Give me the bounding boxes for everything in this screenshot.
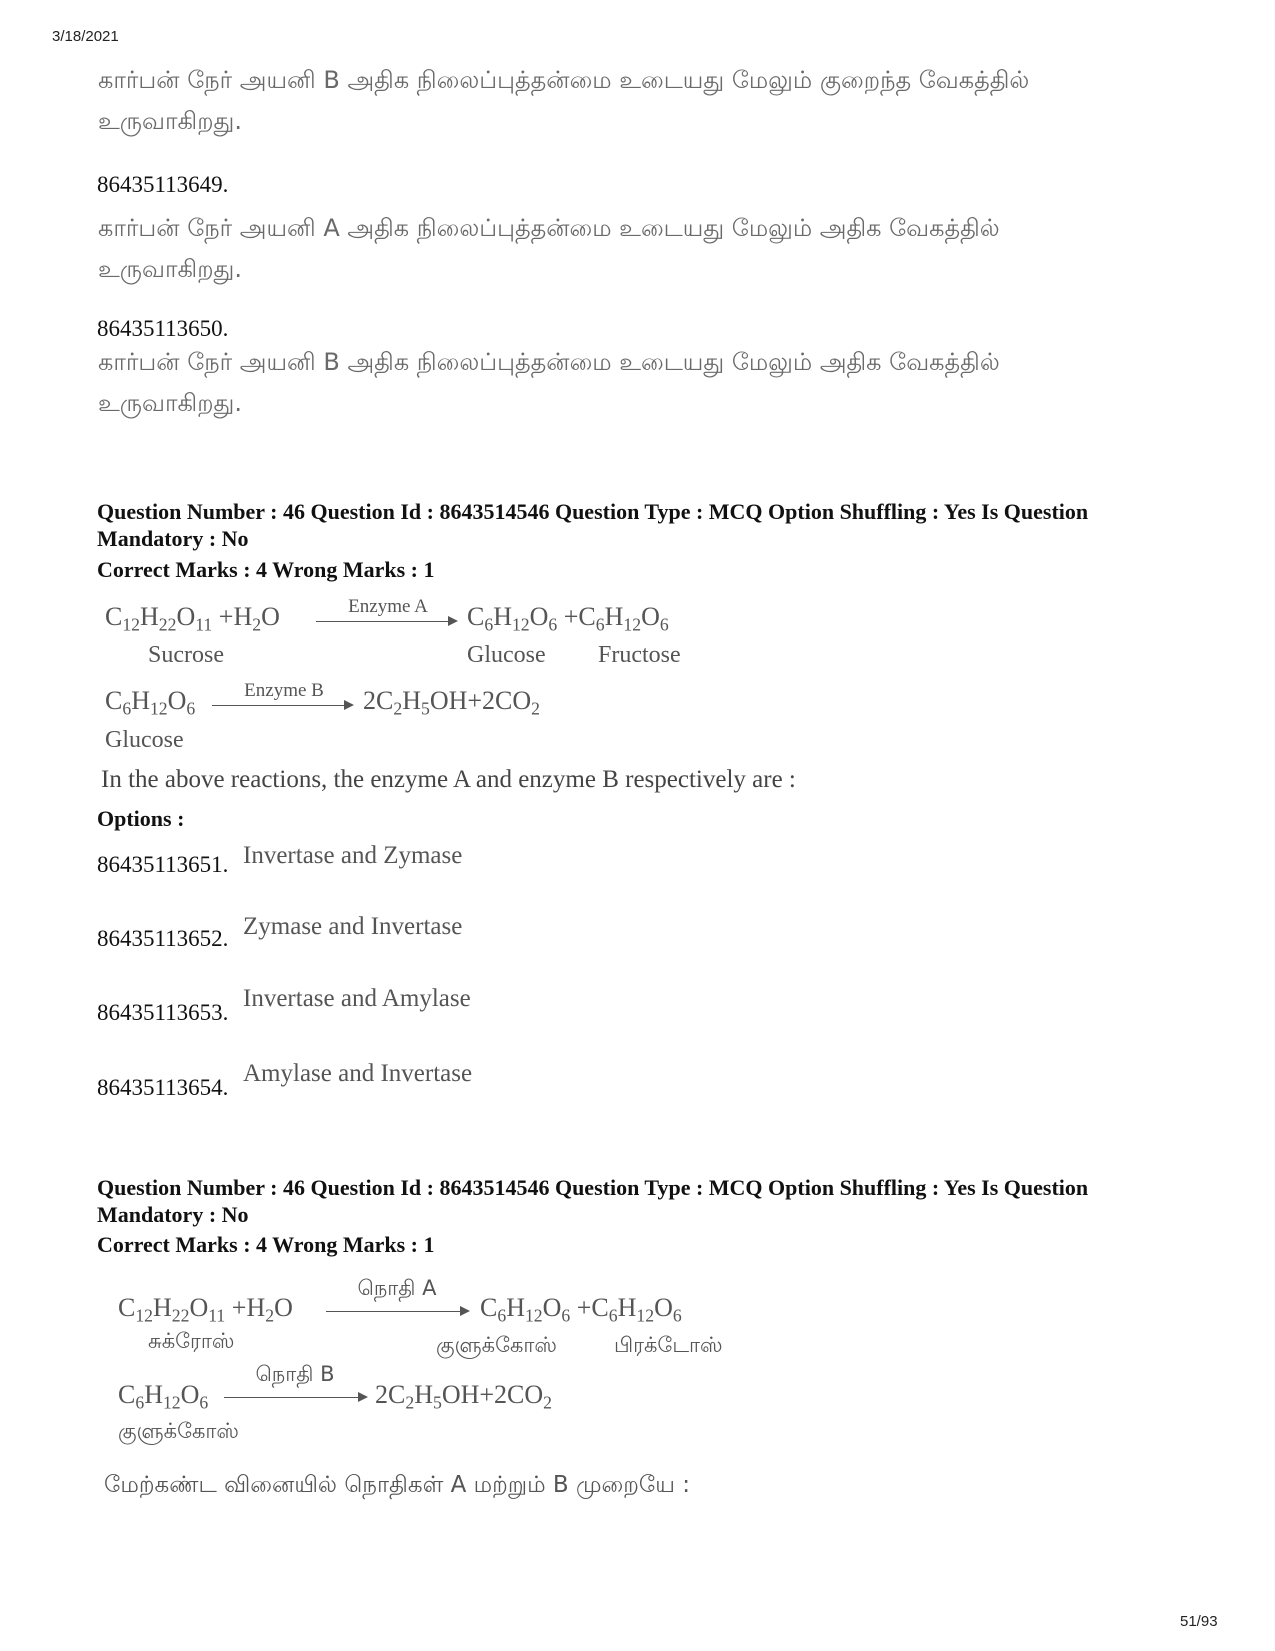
enzyme-b-label: Enzyme B [244, 680, 324, 701]
reaction-arrow-1 [316, 621, 456, 622]
reaction-arrow-2 [224, 1397, 366, 1398]
sucrose-label: Sucrose [148, 642, 224, 668]
options-label: Options : [97, 806, 185, 831]
option-id: 86435113653. [97, 1000, 229, 1025]
sucrose-label: சுக்ரோஸ் [148, 1329, 235, 1353]
glucose-label: குளுக்கோஸ் [436, 1333, 557, 1357]
ethanol-formula: $2C_2H_5OH+2CO_2$ [375, 1380, 552, 1413]
option-id: 86435113649. [97, 172, 229, 197]
question-marks: Correct Marks : 4 Wrong Marks : 1 [97, 1232, 435, 1257]
glucose-label: Glucose [105, 727, 184, 753]
option-text: Amylase and Invertase [243, 1060, 473, 1087]
question-marks: Correct Marks : 4 Wrong Marks : 1 [97, 557, 435, 582]
prev-option-text: கார்பன் நேர் அயனி B அதிக நிலைப்புத்தன்மை உடையது மேலும் குறைந்த வேகத்தில் உருவாகிறது. [98, 66, 1030, 135]
question-header: Question Number : 46 Question Id : 8643514546 Question Type : MCQ Option Shuffling : Yes Is Question Mandatory : No [97, 1175, 1089, 1227]
enzyme-a-label: Enzyme A [348, 596, 428, 617]
enzyme-b-label: நொதி B [255, 1362, 335, 1386]
question-header: Question Number : 46 Question Id : 8643514546 Question Type : MCQ Option Shuffling : Yes Is Question Mandatory : No [97, 499, 1089, 551]
option-id: 86435113651. [97, 852, 229, 877]
fructose-label: Fructose [598, 642, 681, 668]
glucose-label: குளுக்கோஸ் [118, 1419, 239, 1443]
option-text: Invertase and Amylase [243, 985, 471, 1012]
glucose-label: Glucose [467, 642, 546, 668]
page-number: 51/93 [1180, 1613, 1218, 1630]
sucrose-formula: $C_{12}H_{22}O_{11} +H_2O$ [118, 1293, 293, 1326]
fructose-label: பிரக்டோஸ் [614, 1333, 723, 1357]
glucose-formula: $C_6H_{12}O_6$ [118, 1380, 209, 1413]
products-formula: $C_6H_{12}O_6 +C_6H_{12}O_6$ [480, 1293, 682, 1326]
option-id: 86435113652. [97, 926, 229, 951]
question-stem: மேற்கண்ட வினையில் நொதிகள் A மற்றும் B முறையே : [104, 1472, 691, 1498]
prev-option-text: கார்பன் நேர் அயனி A அதிக நிலைப்புத்தன்மை உடையது மேலும் அதிக வேகத்தில் உருவாகிறது. [98, 214, 1000, 283]
products-formula: $C_6H_{12}O_6 +C_6H_{12}O_6$ [467, 602, 669, 635]
option-id: 86435113650. [97, 316, 229, 341]
reaction-arrow-1 [326, 1311, 468, 1312]
print-date: 3/18/2021 [52, 28, 119, 45]
glucose-formula: $C_6H_{12}O_6$ [105, 686, 196, 719]
option-text: Invertase and Zymase [243, 842, 463, 869]
enzyme-a-label: நொதி A [357, 1276, 437, 1300]
reaction-arrow-2 [212, 705, 352, 706]
option-text: Zymase and Invertase [243, 913, 463, 940]
question-stem: In the above reactions, the enzyme A and enzyme B respectively are : [101, 766, 796, 793]
prev-option-text: கார்பன் நேர் அயனி B அதிக நிலைப்புத்தன்மை உடையது மேலும் அதிக வேகத்தில் உருவாகிறது. [98, 348, 1000, 417]
option-id: 86435113654. [97, 1075, 229, 1100]
sucrose-formula: $C_{12}H_{22}O_{11} +H_2O$ [105, 602, 280, 635]
ethanol-formula: $2C_2H_5OH+2CO_2$ [363, 686, 540, 719]
